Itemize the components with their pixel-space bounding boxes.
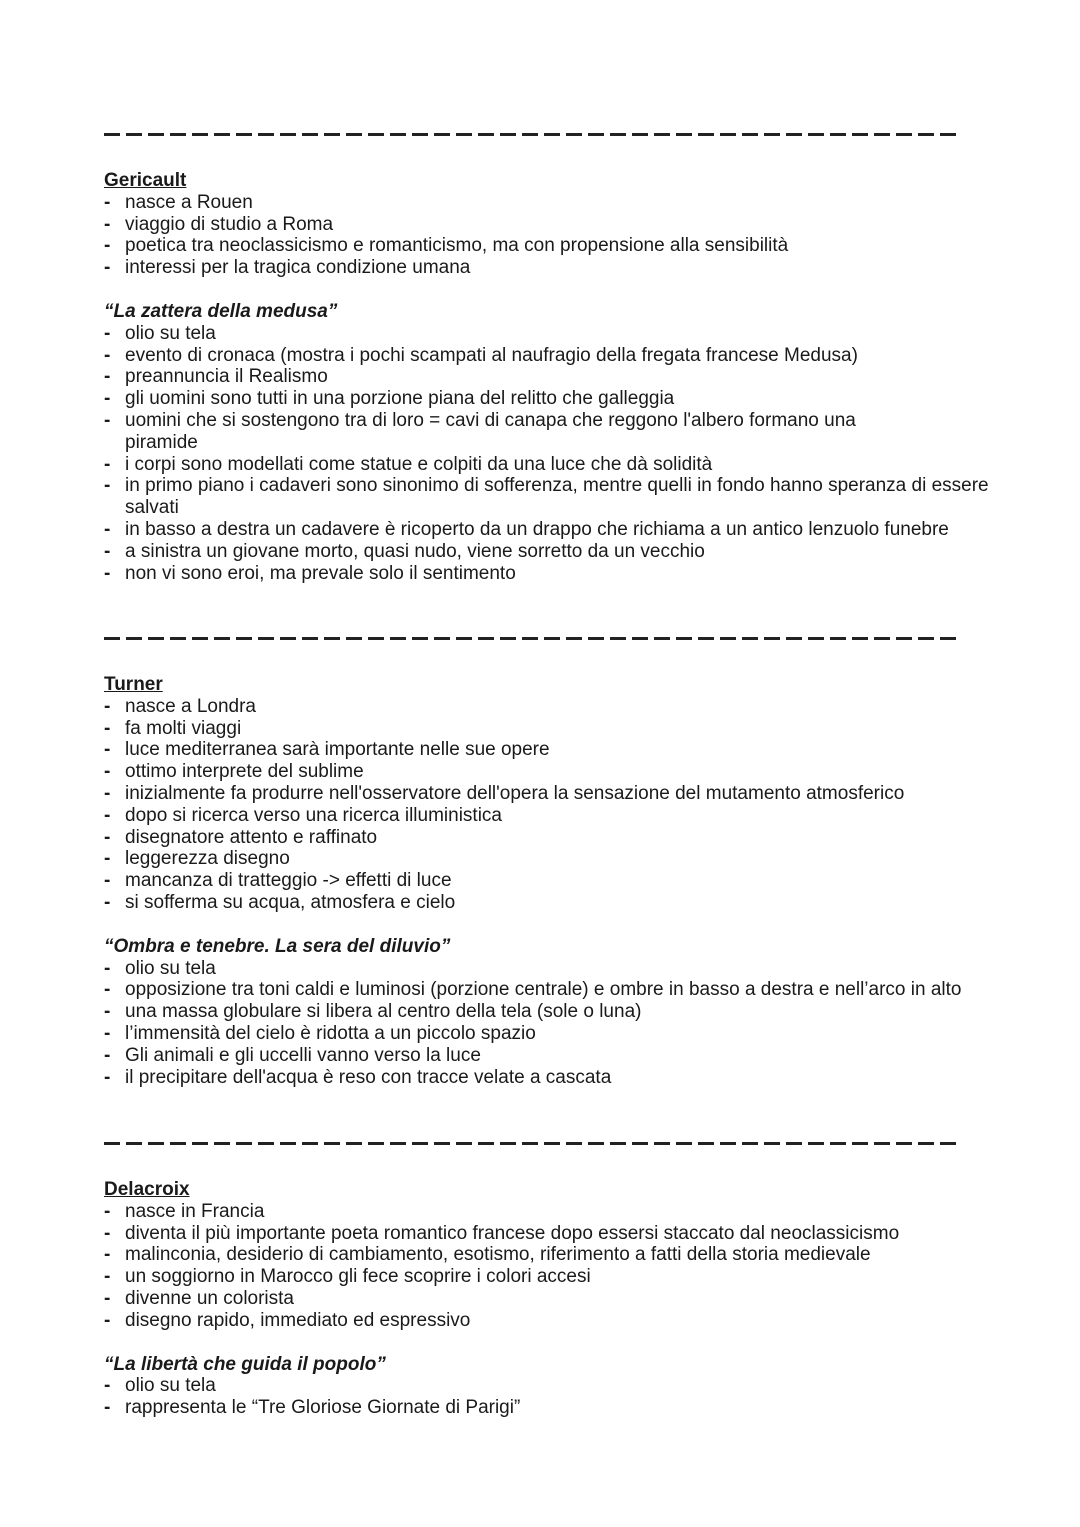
section-turner: [104, 674, 994, 1088]
artwork-title: “La zattera della medusa”: [104, 300, 338, 322]
artist-heading: Delacroix: [104, 1179, 190, 1200]
artist-bullet-list: [104, 696, 994, 914]
artist-heading: Gericault: [104, 170, 187, 191]
section-divider: [104, 1142, 962, 1145]
list-item: - uomini che si sostengono tra di loro = cavi di canapa che reggono l'albero formano una piramide: [104, 410, 925, 454]
list-item: - in primo piano i cadaveri sono sinonimo di sofferenza, mentre quelli in fondo hanno speranza di essere salvati: [104, 475, 1000, 519]
list-item: - nasce in Francia: [104, 1201, 994, 1223]
list-item: - nasce a Londra: [104, 696, 994, 718]
list-item: - viaggio di studio a Roma: [104, 214, 994, 236]
list-item: - olio su tela: [104, 323, 994, 345]
list-item: - inizialmente fa produrre nell'osservatore dell'opera la sensazione del mutamento atmosferico: [104, 783, 994, 805]
section-delacroix: [104, 1179, 994, 1419]
artist-bullet-list: [104, 1201, 994, 1332]
list-item: - interessi per la tragica condizione umana: [104, 257, 994, 279]
list-item: - rappresenta le “Tre Gloriose Giornate di Parigi”: [104, 1397, 994, 1419]
list-item: - non vi sono eroi, ma prevale solo il sentimento: [104, 563, 994, 585]
list-item: - luce mediterranea sarà importante nelle sue opere: [104, 739, 994, 761]
list-item: - malinconia, desiderio di cambiamento, esotismo, riferimento a fatti della storia medievale: [104, 1244, 994, 1266]
artist-heading: Turner: [104, 674, 163, 695]
list-item: - ottimo interprete del sublime: [104, 761, 994, 783]
list-item: - nasce a Rouen: [104, 192, 994, 214]
list-item: - i corpi sono modellati come statue e colpiti da una luce che dà solidità: [104, 454, 994, 476]
list-item: - mancanza di tratteggio -> effetti di luce: [104, 870, 994, 892]
list-item: - in basso a destra un cadavere è ricoperto da un drappo che richiama a un antico lenzuolo funebre: [104, 519, 955, 541]
artwork-title: “Ombra e tenebre. La sera del diluvio”: [104, 935, 451, 957]
list-item: - un soggiorno in Marocco gli fece scoprire i colori accesi: [104, 1266, 994, 1288]
list-item: - gli uomini sono tutti in una porzione piana del relitto che galleggia: [104, 388, 994, 410]
list-item: - disegnatore attento e raffinato: [104, 827, 994, 849]
list-item: - evento di cronaca (mostra i pochi scampati al naufragio della fregata francese Medusa): [104, 345, 994, 367]
artwork-bullet-list: [104, 1375, 994, 1419]
artist-bullet-list: [104, 192, 994, 279]
list-item: - olio su tela: [104, 958, 994, 980]
list-item: - poetica tra neoclassicismo e romanticismo, ma con propensione alla sensibilità: [104, 235, 994, 257]
list-item: - disegno rapido, immediato ed espressivo: [104, 1310, 994, 1332]
list-item: - leggerezza disegno: [104, 848, 994, 870]
section-gericault: [104, 170, 994, 584]
section-divider: [104, 133, 962, 136]
artwork-bullet-list: [104, 323, 994, 585]
list-item: - l’immensità del cielo è ridotta a un piccolo spazio: [104, 1023, 994, 1045]
list-item: - fa molti viaggi: [104, 718, 994, 740]
list-item: - dopo si ricerca verso una ricerca illuministica: [104, 805, 994, 827]
list-item: - divenne un colorista: [104, 1288, 994, 1310]
list-item: - olio su tela: [104, 1375, 994, 1397]
list-item: - una massa globulare si libera al centro della tela (sole o luna): [104, 1001, 994, 1023]
artwork-bullet-list: [104, 958, 994, 1089]
list-item: - il precipitare dell'acqua è reso con tracce velate a cascata: [104, 1067, 994, 1089]
artwork-title: “La libertà che guida il popolo”: [104, 1353, 386, 1375]
list-item: - a sinistra un giovane morto, quasi nudo, viene sorretto da un vecchio: [104, 541, 994, 563]
list-item: - Gli animali e gli uccelli vanno verso la luce: [104, 1045, 994, 1067]
list-item: - preannuncia il Realismo: [104, 366, 994, 388]
list-item: - opposizione tra toni caldi e luminosi (porzione centrale) e ombre in basso a destra e nell’arco in alto: [104, 979, 1000, 1001]
list-item: - si sofferma su acqua, atmosfera e cielo: [104, 892, 994, 914]
list-item: - diventa il più importante poeta romantico francese dopo essersi staccato dal neoclassicismo: [104, 1223, 994, 1245]
section-divider: [104, 637, 962, 640]
